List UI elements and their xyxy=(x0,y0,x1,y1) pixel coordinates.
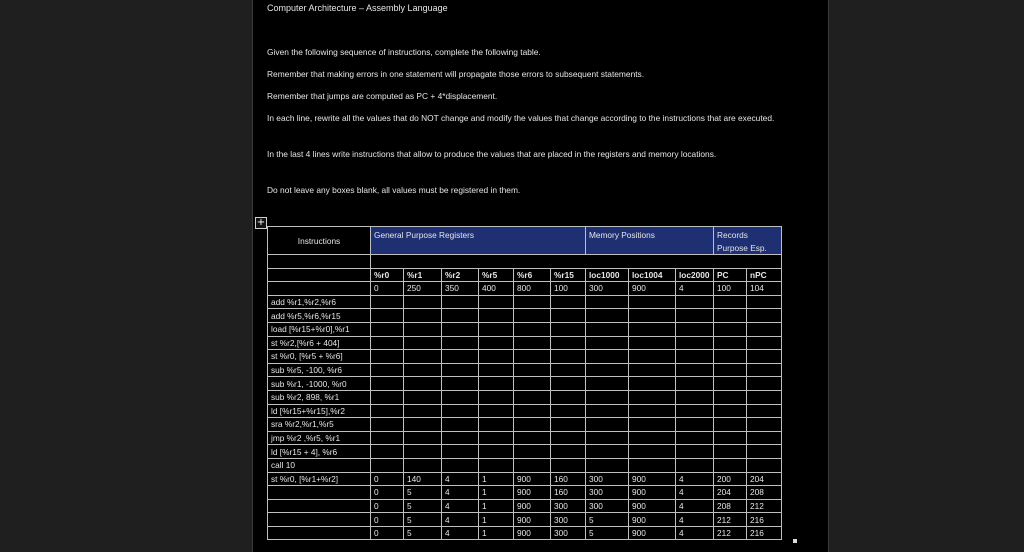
table-cell[interactable] xyxy=(714,295,747,309)
table-move-handle-icon[interactable]: + xyxy=(256,217,266,228)
table-cell[interactable] xyxy=(629,377,676,391)
table-cell[interactable]: 900 xyxy=(629,472,676,486)
table-cell[interactable]: %r1 xyxy=(404,268,442,282)
table-cell[interactable] xyxy=(551,295,586,309)
table-cell[interactable]: ld [%r15 + 4], %r6 xyxy=(268,445,371,459)
instruction-row xyxy=(268,404,782,418)
table-cell[interactable] xyxy=(268,268,371,282)
table-cell[interactable] xyxy=(371,350,404,364)
table-cell[interactable] xyxy=(676,418,714,432)
table-cell[interactable] xyxy=(586,363,629,377)
table-cell[interactable] xyxy=(442,431,479,445)
table-cell[interactable] xyxy=(404,309,442,323)
table-cell[interactable]: 100 xyxy=(714,282,747,296)
table-cell[interactable] xyxy=(479,350,514,364)
table-cell[interactable]: 4 xyxy=(442,499,479,513)
table-cell[interactable] xyxy=(551,336,586,350)
table-cell[interactable]: 900 xyxy=(629,282,676,296)
table-cell[interactable]: load [%r15+%r0],%r1 xyxy=(268,322,371,336)
table-cell[interactable]: 300 xyxy=(551,526,586,540)
answer-row xyxy=(268,513,782,527)
table-cell[interactable] xyxy=(747,431,782,445)
table-cell[interactable]: %r6 xyxy=(514,268,551,282)
table-cell[interactable] xyxy=(551,458,586,472)
table-cell[interactable]: loc1000 xyxy=(586,268,629,282)
table-cell[interactable] xyxy=(371,418,404,432)
table-cell[interactable] xyxy=(514,363,551,377)
table-cell[interactable] xyxy=(586,404,629,418)
table-cell[interactable] xyxy=(371,377,404,391)
table-cell[interactable]: 5 xyxy=(404,499,442,513)
table-cell[interactable] xyxy=(586,322,629,336)
table-cell[interactable] xyxy=(747,445,782,459)
table-cell[interactable]: 4 xyxy=(676,486,714,500)
table-cell[interactable]: 0 xyxy=(371,513,404,527)
table-cell[interactable] xyxy=(551,404,586,418)
table-cell[interactable] xyxy=(714,377,747,391)
table-cell[interactable] xyxy=(442,309,479,323)
table-cell[interactable]: 160 xyxy=(551,486,586,500)
table-cell[interactable] xyxy=(676,431,714,445)
table-cell[interactable] xyxy=(676,350,714,364)
instruction-row xyxy=(268,445,782,459)
instruction-row xyxy=(268,309,782,323)
table-cell[interactable]: 900 xyxy=(629,499,676,513)
table-cell[interactable] xyxy=(479,295,514,309)
table-cell[interactable] xyxy=(479,418,514,432)
memory-group-header: Memory Positions xyxy=(586,227,714,255)
table-cell[interactable] xyxy=(514,458,551,472)
table-cell[interactable] xyxy=(268,513,371,527)
table-cell[interactable] xyxy=(479,458,514,472)
table-cell[interactable] xyxy=(629,295,676,309)
table-cell[interactable] xyxy=(714,445,747,459)
table-cell[interactable] xyxy=(629,322,676,336)
table-cell[interactable] xyxy=(747,309,782,323)
table-cell[interactable] xyxy=(676,322,714,336)
table-cell[interactable] xyxy=(747,336,782,350)
table-cell[interactable]: 900 xyxy=(514,513,551,527)
table-cell[interactable]: loc2000 xyxy=(676,268,714,282)
table-cell[interactable]: 1 xyxy=(479,472,514,486)
table-cell[interactable] xyxy=(714,336,747,350)
table-cell[interactable] xyxy=(676,309,714,323)
table-cell[interactable]: 104 xyxy=(747,282,782,296)
table-cell[interactable] xyxy=(479,431,514,445)
table-cell[interactable] xyxy=(629,418,676,432)
table-cell[interactable]: 0 xyxy=(371,282,404,296)
table-cell[interactable] xyxy=(479,363,514,377)
table-cell[interactable] xyxy=(586,418,629,432)
table-cell[interactable] xyxy=(676,458,714,472)
table-cell[interactable] xyxy=(514,309,551,323)
table-cell[interactable]: 300 xyxy=(586,486,629,500)
table-cell[interactable]: 900 xyxy=(629,526,676,540)
table-cell[interactable]: jmp %r2 ,%r5, %r1 xyxy=(268,431,371,445)
table-cell[interactable]: 300 xyxy=(551,513,586,527)
table-cell[interactable] xyxy=(404,295,442,309)
table-cell[interactable]: 400 xyxy=(479,282,514,296)
table-cell[interactable] xyxy=(676,390,714,404)
table-cell[interactable]: sub %r5, -100, %r6 xyxy=(268,363,371,377)
table-cell[interactable] xyxy=(747,377,782,391)
table-cell[interactable]: 216 xyxy=(747,513,782,527)
table-cell[interactable]: 208 xyxy=(714,499,747,513)
table-cell[interactable] xyxy=(268,486,371,500)
table-cell[interactable]: add %r5,%r6,%r15 xyxy=(268,309,371,323)
table-cell[interactable] xyxy=(404,458,442,472)
table-cell[interactable] xyxy=(442,390,479,404)
table-cell[interactable]: 4 xyxy=(676,513,714,527)
table-cell[interactable] xyxy=(442,336,479,350)
table-cell[interactable] xyxy=(747,404,782,418)
table-cell[interactable] xyxy=(714,431,747,445)
table-cell[interactable] xyxy=(714,458,747,472)
table-cell[interactable]: 900 xyxy=(514,486,551,500)
table-cell[interactable] xyxy=(371,458,404,472)
table-cell[interactable] xyxy=(629,458,676,472)
table-cell[interactable] xyxy=(551,445,586,459)
table-cell[interactable] xyxy=(586,431,629,445)
table-cell[interactable] xyxy=(629,336,676,350)
table-cell[interactable]: 4 xyxy=(442,472,479,486)
table-cell[interactable] xyxy=(586,377,629,391)
table-cell[interactable]: 1 xyxy=(479,486,514,500)
table-cell[interactable] xyxy=(551,431,586,445)
table-cell[interactable] xyxy=(514,431,551,445)
table-cell[interactable]: loc1004 xyxy=(629,268,676,282)
table-cell[interactable] xyxy=(479,445,514,459)
instruction-row xyxy=(268,458,782,472)
table-cell[interactable] xyxy=(747,458,782,472)
table-cell[interactable] xyxy=(586,458,629,472)
table-cell[interactable]: 5 xyxy=(404,526,442,540)
instruction-row xyxy=(268,336,782,350)
table-cell[interactable]: add %r1,%r2,%r6 xyxy=(268,295,371,309)
table-cell[interactable]: 4 xyxy=(676,472,714,486)
table-cell[interactable] xyxy=(629,431,676,445)
instruction-row xyxy=(268,295,782,309)
table-cell[interactable]: 4 xyxy=(442,513,479,527)
table-cell[interactable] xyxy=(629,404,676,418)
table-cell[interactable] xyxy=(371,431,404,445)
table-cell[interactable]: 900 xyxy=(514,472,551,486)
table-cell[interactable] xyxy=(714,350,747,364)
table-cell[interactable] xyxy=(479,336,514,350)
table-cell[interactable] xyxy=(442,295,479,309)
table-cell[interactable] xyxy=(747,363,782,377)
paragraph-4: In each line, rewrite all the values that do NOT change and modify the values that change according to the instructions that are executed. xyxy=(267,113,775,123)
table-cell[interactable] xyxy=(714,390,747,404)
table-cell[interactable] xyxy=(551,390,586,404)
table-cell[interactable]: 4 xyxy=(676,282,714,296)
table-cell[interactable] xyxy=(442,404,479,418)
table-cell[interactable] xyxy=(586,309,629,323)
cursor-marker xyxy=(793,539,797,543)
paragraph-3: Remember that jumps are computed as PC + 4*displacement. xyxy=(267,91,498,101)
table-cell[interactable]: 900 xyxy=(514,526,551,540)
table-cell[interactable]: 204 xyxy=(747,472,782,486)
paragraph-6: Do not leave any boxes blank, all values must be registered in them. xyxy=(267,185,521,195)
table-cell[interactable]: 1 xyxy=(479,513,514,527)
table-cell[interactable] xyxy=(676,336,714,350)
table-cell[interactable] xyxy=(442,350,479,364)
table-cell[interactable]: 204 xyxy=(714,486,747,500)
table-cell[interactable]: st %r0, [%r5 + %r6] xyxy=(268,350,371,364)
table-cell[interactable] xyxy=(404,377,442,391)
table-cell[interactable] xyxy=(371,363,404,377)
table-cell[interactable]: sra %r2,%r1,%r5 xyxy=(268,418,371,432)
table-cell xyxy=(371,255,782,269)
table-cell[interactable]: 300 xyxy=(586,282,629,296)
table-cell[interactable] xyxy=(629,363,676,377)
table-cell[interactable]: %r15 xyxy=(551,268,586,282)
table-cell[interactable]: 160 xyxy=(551,472,586,486)
table-cell[interactable] xyxy=(629,445,676,459)
instruction-row xyxy=(268,472,782,486)
table-cell[interactable] xyxy=(551,350,586,364)
table-cell[interactable] xyxy=(551,322,586,336)
table-cell[interactable] xyxy=(479,390,514,404)
table-cell[interactable] xyxy=(404,390,442,404)
table-cell[interactable] xyxy=(551,363,586,377)
table-cell[interactable]: 4 xyxy=(442,526,479,540)
table-cell[interactable] xyxy=(442,458,479,472)
instruction-row xyxy=(268,350,782,364)
table-cell[interactable] xyxy=(586,295,629,309)
table-cell[interactable] xyxy=(747,350,782,364)
table-cell[interactable]: 4 xyxy=(442,486,479,500)
table-cell[interactable] xyxy=(371,322,404,336)
instruction-row xyxy=(268,390,782,404)
table-cell[interactable] xyxy=(747,295,782,309)
table-cell[interactable] xyxy=(676,295,714,309)
table-cell[interactable]: 4 xyxy=(676,499,714,513)
table-cell[interactable] xyxy=(714,363,747,377)
table-cell[interactable]: 5 xyxy=(404,486,442,500)
table-cell[interactable] xyxy=(268,526,371,540)
gpr-group-header: General Purpose Registers xyxy=(371,227,586,255)
table-cell[interactable]: 300 xyxy=(586,499,629,513)
table-cell[interactable]: 5 xyxy=(586,513,629,527)
paragraph-2: Remember that making errors in one statement will propagate those errors to subsequent statements. xyxy=(267,69,645,79)
table-cell[interactable] xyxy=(371,309,404,323)
table-cell[interactable] xyxy=(442,377,479,391)
table-cell[interactable]: 900 xyxy=(514,499,551,513)
answer-row xyxy=(268,486,782,500)
table-cell[interactable]: 0 xyxy=(371,486,404,500)
table-cell[interactable] xyxy=(676,445,714,459)
table-cell[interactable] xyxy=(404,363,442,377)
table-cell[interactable] xyxy=(514,322,551,336)
table-cell[interactable] xyxy=(747,322,782,336)
table-cell[interactable] xyxy=(514,295,551,309)
table-cell[interactable]: sub %r1, -1000, %r0 xyxy=(268,377,371,391)
table-cell[interactable]: PC xyxy=(714,268,747,282)
table-cell[interactable]: 212 xyxy=(714,513,747,527)
table-cell[interactable] xyxy=(551,418,586,432)
table-cell[interactable] xyxy=(404,350,442,364)
instruction-row xyxy=(268,363,782,377)
table-cell[interactable] xyxy=(629,309,676,323)
table-cell[interactable] xyxy=(371,295,404,309)
table-cell[interactable] xyxy=(586,445,629,459)
table-cell[interactable]: %r5 xyxy=(479,268,514,282)
column-header-row xyxy=(268,268,782,282)
table-cell[interactable] xyxy=(514,418,551,432)
table-cell[interactable] xyxy=(747,390,782,404)
table-cell[interactable]: 800 xyxy=(514,282,551,296)
table-cell[interactable] xyxy=(371,336,404,350)
table-cell[interactable]: 208 xyxy=(747,486,782,500)
table-cell[interactable] xyxy=(514,404,551,418)
table-cell[interactable] xyxy=(714,309,747,323)
table-cell[interactable]: 216 xyxy=(747,526,782,540)
table-cell[interactable] xyxy=(371,404,404,418)
table-cell[interactable]: ld [%r15+%r15],%r2 xyxy=(268,404,371,418)
table-cell[interactable] xyxy=(479,309,514,323)
table-cell[interactable]: st %r2,[%r6 + 404] xyxy=(268,336,371,350)
table-cell[interactable] xyxy=(714,404,747,418)
table-cell[interactable] xyxy=(586,350,629,364)
table-cell[interactable]: 300 xyxy=(586,472,629,486)
table-cell[interactable]: nPC xyxy=(747,268,782,282)
records-group-header: Records Purpose Esp. xyxy=(714,227,782,255)
table-cell[interactable] xyxy=(514,390,551,404)
table-cell[interactable] xyxy=(479,404,514,418)
table-cell[interactable]: 250 xyxy=(404,282,442,296)
table-cell[interactable]: 4 xyxy=(676,526,714,540)
table-cell[interactable]: st %r0, [%r1+%r2] xyxy=(268,472,371,486)
table-cell xyxy=(268,255,371,269)
table-cell[interactable]: 1 xyxy=(479,526,514,540)
table-cell[interactable]: %r0 xyxy=(371,268,404,282)
paragraph-1: Given the following sequence of instructions, complete the following table. xyxy=(267,47,541,57)
document-header: Computer Architecture – Assembly Language xyxy=(267,3,448,13)
table-cell[interactable] xyxy=(479,377,514,391)
table-cell[interactable]: 0 xyxy=(371,526,404,540)
answer-row xyxy=(268,499,782,513)
paragraph-5: In the last 4 lines write instructions that allow to produce the values that are placed in the registers and memory locations. xyxy=(267,149,717,159)
table-cell[interactable]: sub %r2, 898, %r1 xyxy=(268,390,371,404)
table-cell[interactable] xyxy=(629,350,676,364)
table-cell[interactable]: 200 xyxy=(714,472,747,486)
table-cell[interactable]: 350 xyxy=(442,282,479,296)
table-cell[interactable] xyxy=(404,418,442,432)
table-cell[interactable]: 1 xyxy=(479,499,514,513)
table-cell[interactable] xyxy=(714,322,747,336)
table-cell[interactable] xyxy=(442,363,479,377)
table-cell[interactable]: 900 xyxy=(629,513,676,527)
table-cell[interactable] xyxy=(268,499,371,513)
table-cell[interactable] xyxy=(404,404,442,418)
table-cell[interactable] xyxy=(479,322,514,336)
table-cell[interactable] xyxy=(551,377,586,391)
table-cell[interactable] xyxy=(676,404,714,418)
table-cell[interactable] xyxy=(551,309,586,323)
table-cell[interactable] xyxy=(442,322,479,336)
instruction-row xyxy=(268,377,782,391)
table-cell[interactable] xyxy=(586,390,629,404)
table-cell[interactable] xyxy=(442,445,479,459)
table-cell[interactable] xyxy=(676,377,714,391)
table-cell[interactable] xyxy=(514,336,551,350)
table-cell[interactable]: 212 xyxy=(714,526,747,540)
table-cell[interactable]: 300 xyxy=(551,499,586,513)
table-cell[interactable]: 5 xyxy=(404,513,442,527)
table-cell[interactable] xyxy=(371,390,404,404)
table-cell[interactable] xyxy=(404,336,442,350)
table-cell[interactable]: 900 xyxy=(629,486,676,500)
instruction-row xyxy=(268,418,782,432)
register-table xyxy=(267,226,782,540)
table-cell[interactable]: 5 xyxy=(586,526,629,540)
table-cell[interactable] xyxy=(514,350,551,364)
table-cell[interactable] xyxy=(629,390,676,404)
table-cell[interactable]: 140 xyxy=(404,472,442,486)
table-cell[interactable] xyxy=(514,377,551,391)
answer-row xyxy=(268,526,782,540)
table-cell[interactable]: %r2 xyxy=(442,268,479,282)
table-cell[interactable] xyxy=(714,418,747,432)
table-cell[interactable] xyxy=(586,336,629,350)
instruction-row xyxy=(268,431,782,445)
table-cell[interactable] xyxy=(514,445,551,459)
instructions-header: Instructions xyxy=(268,227,371,255)
instruction-row xyxy=(268,322,782,336)
table-cell[interactable] xyxy=(747,418,782,432)
table-cell[interactable] xyxy=(676,363,714,377)
initial-values-row xyxy=(268,282,782,296)
table-cell[interactable]: call 10 xyxy=(268,458,371,472)
table-cell[interactable] xyxy=(268,282,371,296)
table-cell[interactable]: 0 xyxy=(371,499,404,513)
table-cell[interactable]: 212 xyxy=(747,499,782,513)
table-cell[interactable]: 0 xyxy=(371,472,404,486)
table-cell[interactable] xyxy=(404,322,442,336)
table-cell[interactable] xyxy=(404,431,442,445)
table-cell[interactable] xyxy=(442,418,479,432)
table-cell[interactable] xyxy=(371,445,404,459)
table-cell[interactable] xyxy=(404,445,442,459)
table-cell[interactable]: 100 xyxy=(551,282,586,296)
